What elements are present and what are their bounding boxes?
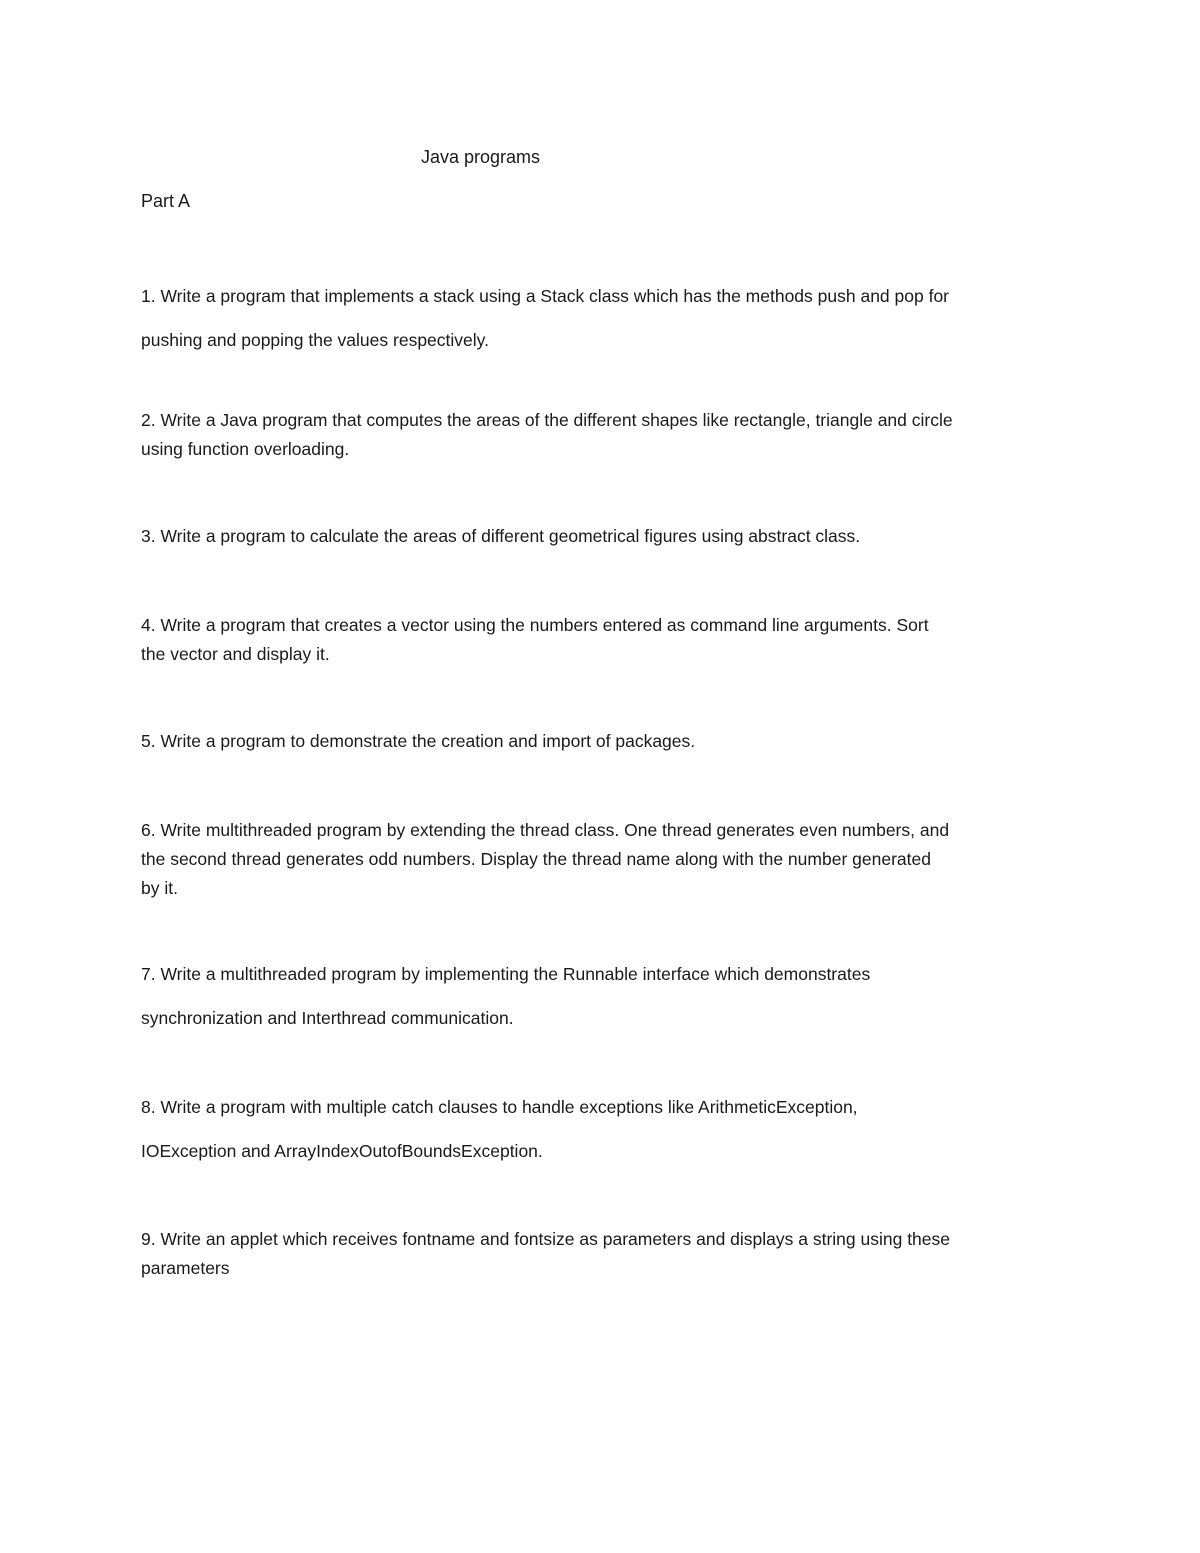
list-item-7 — [141, 952, 1081, 1040]
list-item-4 — [141, 611, 1081, 669]
list-item-9-line-2: parameters — [141, 1258, 230, 1278]
list-item-9-line-1: 9. Write an applet which receives fontname and fontsize as parameters and displays a string using these — [141, 1229, 951, 1249]
list-item-4-line-2: the vector and display it. — [141, 644, 330, 664]
list-item-6 — [141, 816, 1081, 903]
list-item-6-line-1: 6. Write multithreaded program by extending the thread class. One thread generates even numbers, and — [141, 820, 950, 840]
list-item-4-line-1: 4. Write a program that creates a vector using the numbers entered as command line arguments. Sort — [141, 615, 929, 635]
list-item-2-line-1: 2. Write a Java program that computes the areas of the different shapes like rectangle, triangle and circle — [141, 410, 953, 430]
list-item-1-line-1: 1. Write a program that implements a stack using a Stack class which has the methods push and pop for — [141, 286, 949, 306]
document-title: Java programs — [421, 147, 541, 167]
list-item-5-line-1: 5. Write a program to demonstrate the creation and import of packages. — [141, 731, 696, 751]
list-item-2 — [141, 406, 1081, 464]
list-item-2-line-2: using function overloading. — [141, 439, 350, 459]
list-item-6-line-3: by it. — [141, 878, 178, 898]
list-item-7-line-1: 7. Write a multithreaded program by implementing the Runnable interface which demonstrates — [141, 964, 871, 984]
list-item-8-line-1: 8. Write a program with multiple catch clauses to handle exceptions like ArithmeticException, — [141, 1097, 858, 1117]
list-item-8 — [141, 1085, 1081, 1173]
list-item-3-line-1: 3. Write a program to calculate the areas of different geometrical figures using abstract class. — [141, 526, 861, 546]
list-item-9 — [141, 1225, 1081, 1283]
list-item-8-line-2: IOException and ArrayIndexOutofBoundsException. — [141, 1141, 543, 1161]
list-item-3 — [141, 522, 1081, 551]
list-item-5 — [141, 727, 1081, 756]
list-item-6-line-2: the second thread generates odd numbers. Display the thread name along with the number generated — [141, 849, 931, 869]
section-heading: Part A — [141, 191, 191, 211]
list-item-1-line-2: pushing and popping the values respectively. — [141, 330, 489, 350]
list-item-1 — [141, 274, 1081, 362]
list-item-7-line-2: synchronization and Interthread communication. — [141, 1008, 514, 1028]
